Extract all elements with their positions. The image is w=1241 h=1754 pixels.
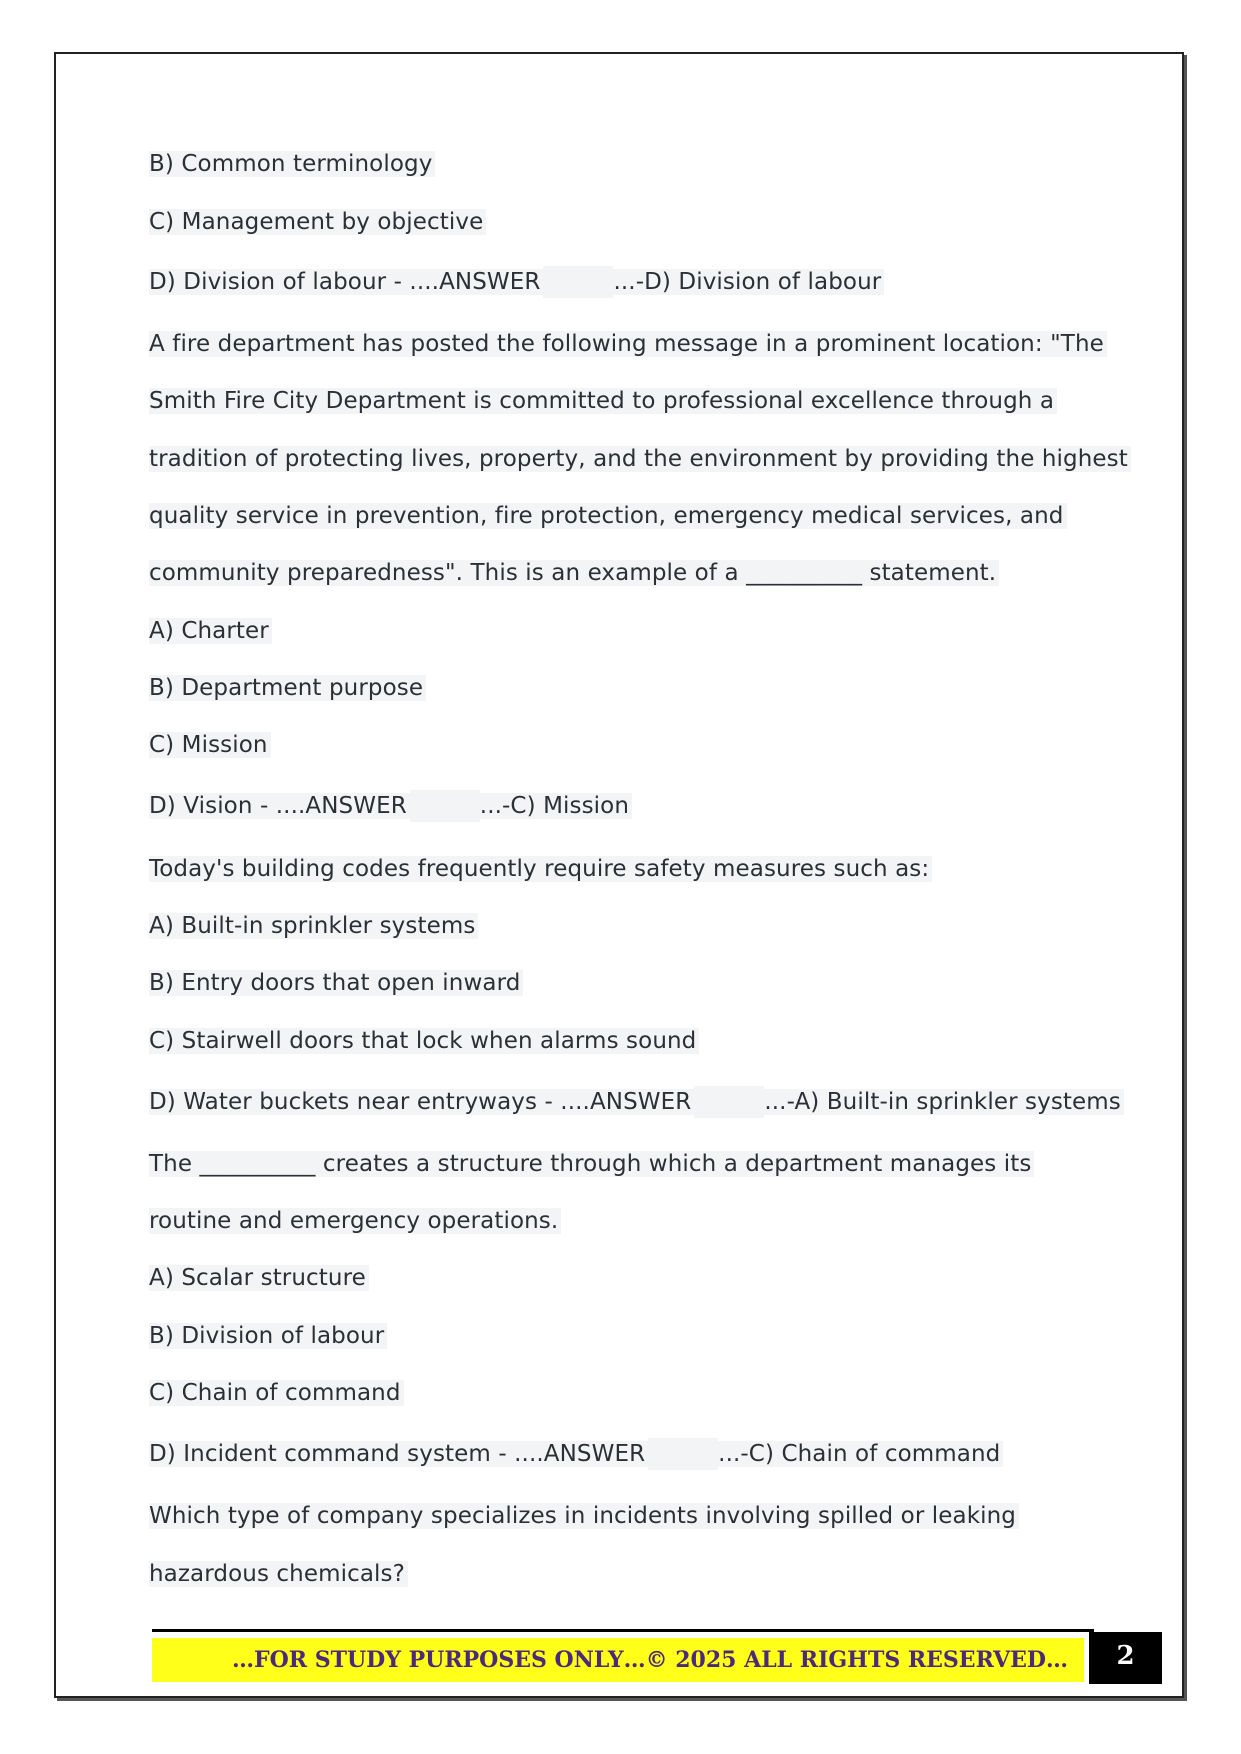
answer-line: D) Water buckets near entryways - ....ANSWER ...-A) Built-in sprinkler systems (149, 1086, 1124, 1118)
text-line: community preparedness". This is an example of a __________ statement. (149, 557, 999, 589)
text-line: B) Division of labour (149, 1320, 387, 1352)
answer-line: D) Incident command system - ....ANSWER ...-C) Chain of command (149, 1438, 1003, 1470)
footer-notice: …FOR STUDY PURPOSES ONLY…© 2025 ALL RIGHTS RESERVED… (152, 1638, 1084, 1682)
text-line: hazardous chemicals? (149, 1558, 408, 1590)
text-line: Today's building codes frequently require safety measures such as: (149, 853, 932, 885)
text-line: tradition of protecting lives, property, and the environment by providing the highest (149, 443, 1131, 475)
text-line: A) Scalar structure (149, 1262, 369, 1294)
text-line: B) Common terminology (149, 148, 435, 180)
answer-line: D) Division of labour - ....ANSWER ...-D) Division of labour (149, 266, 884, 298)
text-line: A) Charter (149, 615, 272, 647)
text-line: C) Stairwell doors that lock when alarms sound (149, 1025, 699, 1057)
page-number: 2 (1089, 1632, 1162, 1684)
text-line: routine and emergency operations. (149, 1205, 561, 1237)
text-line: A) Built-in sprinkler systems (149, 910, 478, 942)
text-line: Which type of company specializes in incidents involving spilled or leaking (149, 1500, 1019, 1532)
text-line: A fire department has posted the following message in a prominent location: "The (149, 328, 1107, 360)
text-line: B) Entry doors that open inward (149, 967, 523, 999)
footer-divider (152, 1629, 1094, 1632)
text-line: C) Management by objective (149, 206, 486, 238)
text-line: B) Department purpose (149, 672, 426, 704)
answer-line: D) Vision - ....ANSWER ...-C) Mission (149, 790, 632, 822)
text-line: quality service in prevention, fire protection, emergency medical services, and (149, 500, 1067, 532)
text-line: C) Chain of command (149, 1377, 404, 1409)
text-line: Smith Fire City Department is committed to professional excellence through a (149, 385, 1057, 417)
text-line: The __________ creates a structure through which a department manages its (149, 1148, 1034, 1180)
text-line: C) Mission (149, 729, 271, 761)
